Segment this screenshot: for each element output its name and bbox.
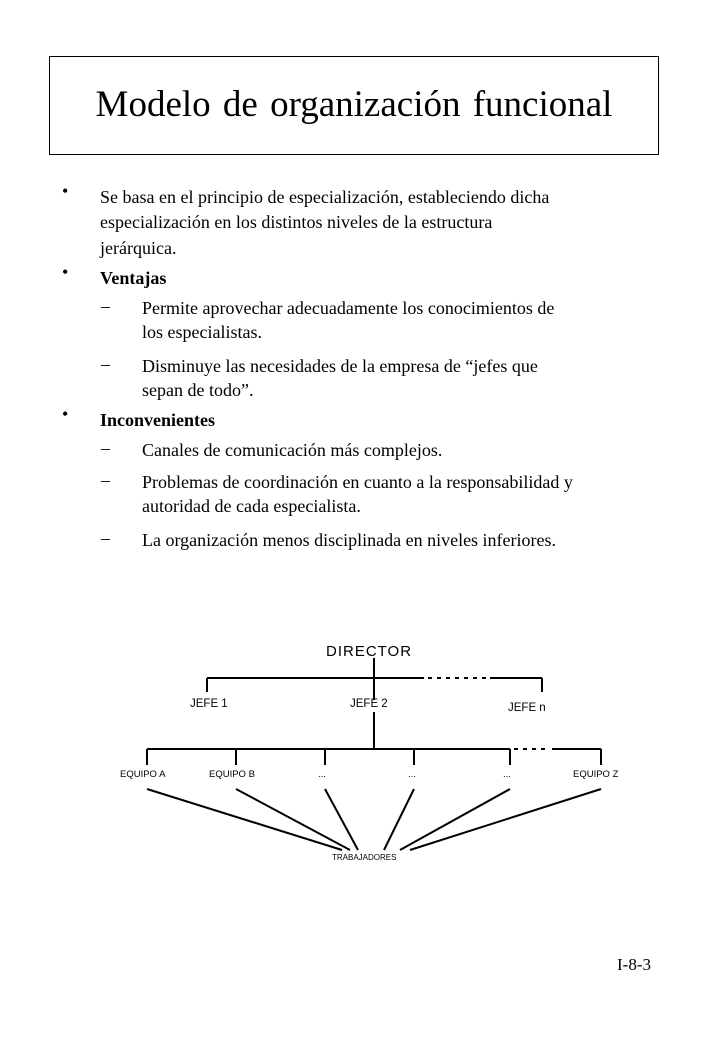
inconvenientes-item-line: autoridad de cada especialista.: [142, 496, 361, 516]
ventajas-heading: Ventajas: [100, 268, 167, 288]
bullet-marker: •: [62, 404, 69, 424]
equipo-label: EQUIPO B: [209, 769, 255, 780]
intro-line: jerárquica.: [100, 238, 177, 258]
equipo-label: EQUIPO Z: [573, 769, 619, 780]
equipo-label: ...: [318, 769, 326, 780]
inconvenientes-item-line: La organización menos disciplinada en niveles inferiores.: [142, 530, 557, 550]
dash-marker: –: [101, 528, 110, 548]
dash-marker: –: [101, 354, 110, 374]
ventajas-item-line: sepan de todo”.: [142, 380, 254, 400]
ventajas-item-line: Permite aprovechar adecuadamente los conocimientos de: [142, 298, 555, 318]
page-title: Modelo de organización funcional: [95, 84, 613, 125]
dash-marker: –: [101, 470, 110, 490]
jefe-label: JEFE 2: [350, 698, 388, 710]
connector-line: [325, 789, 358, 850]
director-label: DIRECTOR: [326, 643, 413, 660]
page-number: I-8-3: [617, 955, 651, 974]
connector-line: [384, 789, 414, 850]
inconvenientes-item-line: Problemas de coordinación en cuanto a la responsabilidad y: [142, 472, 573, 492]
intro-line: Se basa en el principio de especialización, estableciendo dicha: [100, 187, 550, 207]
ventajas-item-line: los especialistas.: [142, 322, 262, 342]
equipo-label: EQUIPO A: [120, 769, 166, 780]
inconvenientes-heading: Inconvenientes: [100, 410, 216, 430]
intro-line: especialización en los distintos niveles de la estructura: [100, 212, 493, 232]
inconvenientes-item-line: Canales de comunicación más complejos.: [142, 440, 443, 460]
equipo-label: ...: [408, 769, 416, 780]
jefe-label: JEFE 1: [190, 698, 228, 710]
ventajas-item-line: Disminuye las necesidades de la empresa de “jefes que: [142, 356, 538, 376]
dash-marker: –: [101, 296, 110, 316]
jefe-label: JEFE n: [508, 702, 546, 714]
bullet-marker: •: [62, 181, 69, 201]
dash-marker: –: [101, 438, 110, 458]
trabajadores-label: TRABAJADORES: [332, 853, 397, 862]
connector-line: [410, 789, 601, 850]
bullet-marker: •: [62, 262, 69, 282]
connector-line: [147, 789, 342, 850]
connector-line: [236, 789, 350, 850]
equipo-label: ...: [503, 769, 511, 780]
connector-line: [400, 789, 510, 850]
